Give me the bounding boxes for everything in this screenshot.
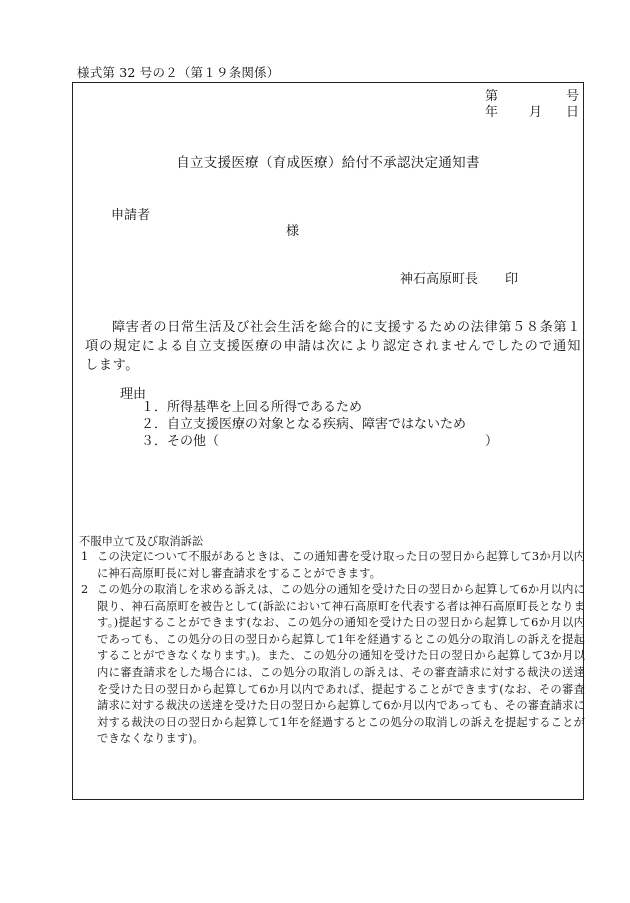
honorific-sama: 様	[286, 224, 300, 239]
notice-frame	[72, 82, 584, 800]
appeal-heading: 不服申立て及び取消訴訟	[79, 535, 204, 548]
document-number-line	[485, 85, 579, 104]
issuer-name: 神石高原町長	[400, 272, 479, 287]
appeal-item-text: この決定について不服があるときは、この通知書を受け取った日の翌日から起算して3か月以内に神石高原町長に対し審査請求をすることができます。	[97, 550, 585, 580]
appeal-item-2	[81, 582, 585, 748]
reason-list	[141, 399, 499, 450]
notice-body: 障害者の日常生活及び社会生活を総合的に支援するための法律第５８条第１項の規定による自立支援医療の申請は次により認定されませんでしたので通知します。	[85, 320, 581, 373]
date-day: 日	[565, 105, 579, 120]
reason-label: 理由	[120, 387, 147, 402]
date-year: 年	[485, 105, 499, 120]
applicant-label: 申請者	[111, 208, 151, 223]
appeal-item-number: 2	[81, 583, 89, 596]
form-number: 様式第 32 号の２（第１９条関係）	[77, 65, 280, 80]
date-line	[485, 101, 579, 120]
document-title: 自立支援医療（育成医療）給付不承認決定通知書	[176, 155, 480, 171]
reason-other-close: ）	[485, 434, 499, 449]
date-month: 月	[529, 105, 543, 120]
appeal-item-text: この処分の取消しを求める訴えは、この処分の通知を受けた日の翌日から起算して6か月以内に限り、神石高原町を被告として(訴訟において神石高原町を代表する者は神石高原町長となります。)提起することができます(なお、この処分の通知を受けた日の翌日から起算して6か月以内であっても、この処分の日の翌日から起算して1年を経過するとこの処分の取消しの訴えを提起することができなくなります。)。また、この処分の通知を受けた日の翌日から起算して3か月以内に審査請求をした場合には、この処分の取消しの訴えは、その審査請求に対する裁決の送達を受けた日の翌日から起算して6か月以内であれば、提起することができます(なお、その審査請求に対する裁決の送達を受けた日の翌日から起算して6か月以内であっても、その審査請求に対する裁決の日の翌日から起算して1年を経過するとこの処分の取消しの訴えを提起することができなくなります)。	[97, 583, 585, 746]
seal-mark: 印	[505, 272, 519, 287]
reason-item-not-covered: ２．自立支援医療の対象となる疾病、障害ではないため	[141, 417, 467, 432]
appeal-item-number: 1	[81, 550, 89, 563]
appeal-item-1	[81, 549, 585, 582]
reason-item-income: １．所得基準を上回る所得であるため	[141, 400, 363, 415]
number-suffix: 号	[565, 89, 579, 104]
reason-item-other	[141, 433, 499, 450]
reason-other-open: ３．その他（	[141, 434, 220, 449]
number-prefix: 第	[485, 89, 499, 104]
